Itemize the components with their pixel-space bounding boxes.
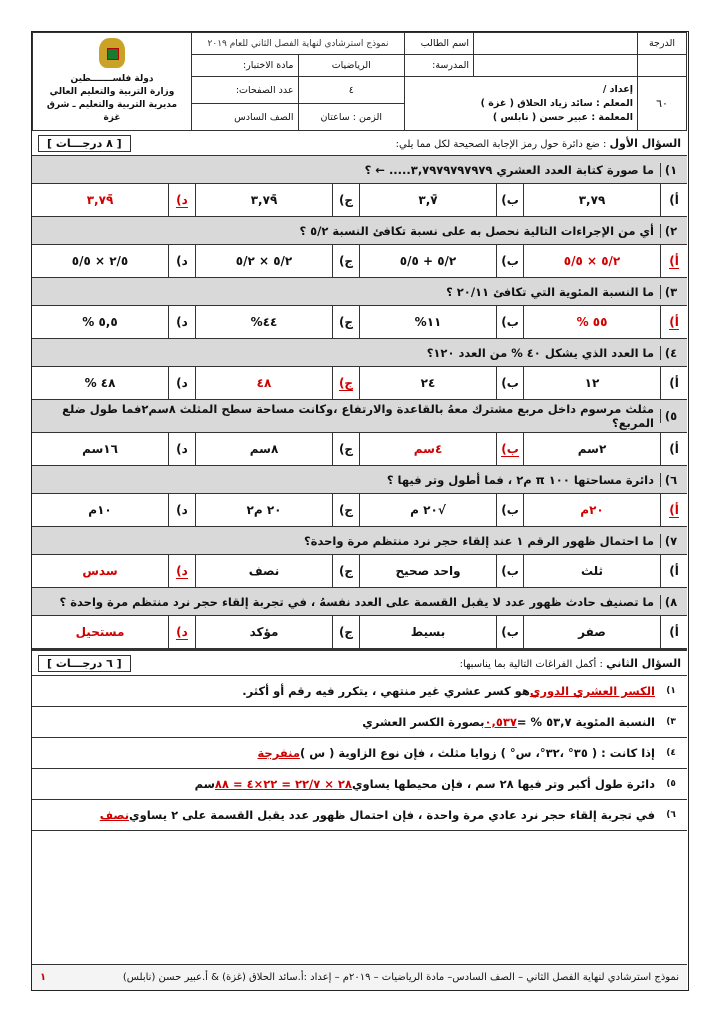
answer-option[interactable] <box>32 494 195 526</box>
question-text: ما العدد الذي يشكل ٤٠ % من العدد ١٢٠؟ <box>426 345 654 360</box>
section1-grade: [ ٨ درجـــات ] <box>38 135 131 152</box>
option-letter <box>332 184 359 216</box>
fill-text-after: هو كسر عشري غير منتهي ، يتكرر فيه رقم أو أكثر. <box>242 684 530 698</box>
answer-option[interactable] <box>32 245 195 277</box>
question-row <box>32 156 687 184</box>
option-letter-text: أ) <box>669 314 679 329</box>
answer-option[interactable] <box>195 555 359 587</box>
section1-header: السؤال الأول : ضع دائرة حول رمز الإجابة الصحيحة لكل مما يلي: [ ٨ درجـــات ] <box>32 130 687 156</box>
answer-option[interactable] <box>359 616 523 648</box>
answer-option[interactable] <box>523 367 687 399</box>
option-letter <box>332 245 359 277</box>
option-text: √٢٠ م <box>410 503 446 517</box>
fill-number: ٣) <box>666 717 676 727</box>
option-letter-text: ج) <box>338 375 354 390</box>
option-text: ٤سم <box>413 442 443 456</box>
answer-row <box>32 555 687 588</box>
fill-row <box>32 769 687 800</box>
option-letter-text: ج) <box>338 442 354 456</box>
option-letter-text: د) <box>176 442 188 456</box>
option-text: صفر <box>578 625 606 639</box>
question-number: ٧) <box>660 534 681 548</box>
teachers-block: إعداد / المعلم : سائد زياد الحلاق ( غزة ) المعلمة : عبير حسن ( نابلس ) <box>405 77 638 131</box>
fill-answer[interactable]: منفرجة <box>257 746 300 760</box>
fill-text-before: إذا كانت : ( ٣٥° ،٣٢°، س° ) زوايا مثلث ، فإن نوع الزاوية ( س ) <box>299 746 655 760</box>
answer-option[interactable] <box>359 494 523 526</box>
option-letter <box>168 184 195 216</box>
option-letter <box>660 616 687 648</box>
question-text: أي من الإجراءات التالية نحصل به على نسبة تكافئ النسبة ٥/٢ ؟ <box>299 223 654 238</box>
page-number: ١ <box>40 972 47 983</box>
grade-value: ٦٠ <box>638 77 687 131</box>
option-letter <box>332 433 359 465</box>
option-text: ٣,٧̄ <box>418 193 438 207</box>
section2-title: السؤال الثاني <box>606 656 681 670</box>
option-letter-text: ج) <box>338 625 354 639</box>
question-number: ٥) <box>660 409 681 423</box>
time-label: الزمن : ساعتان <box>298 104 405 131</box>
option-text: ٢سم <box>577 442 607 456</box>
option-text: مؤكد <box>249 625 279 639</box>
option-letter-text: ب) <box>501 564 519 578</box>
option-letter-text: د) <box>176 376 188 390</box>
question-number: ٢) <box>660 224 681 238</box>
fill-text-before: دائرة طول أكبر وتر فيها ٢٨ سم ، فإن محيطها يساوي <box>351 777 655 791</box>
question-row <box>32 339 687 367</box>
pages-value: ٤ <box>298 77 405 104</box>
option-letter-text: ج) <box>338 564 354 578</box>
option-letter <box>168 245 195 277</box>
option-letter <box>168 555 195 587</box>
answer-option[interactable] <box>359 306 523 338</box>
answer-option[interactable] <box>359 433 523 465</box>
fill-row <box>32 738 687 769</box>
option-text: ٢٤ <box>420 376 436 390</box>
question-text: مثلث مرسوم داخل مربع مشترك معهُ بالقاعدة والارتفاع ،وكانت مساحة سطح المثلث ٨سم٢فما طول ضلع المربع؟ <box>62 402 654 430</box>
option-text: ١٦سم <box>82 442 118 456</box>
answer-option[interactable] <box>32 616 195 648</box>
student-label: اسم الطالب <box>405 33 474 55</box>
option-letter <box>332 555 359 587</box>
option-letter-text: د) <box>176 624 188 639</box>
pages-label: عدد الصفحات: <box>192 77 299 104</box>
fill-row <box>32 800 687 831</box>
answer-option[interactable] <box>195 184 359 216</box>
option-letter <box>496 245 523 277</box>
option-text: ٢٠ م٢ <box>246 503 282 517</box>
fill-list <box>32 676 687 831</box>
option-text: ٤٨ % <box>84 376 116 390</box>
option-letter-text: ب) <box>501 503 519 517</box>
option-letter <box>660 306 687 338</box>
option-letter-text: ب) <box>501 441 519 456</box>
option-letter <box>168 306 195 338</box>
question-row <box>32 400 687 433</box>
fill-text-before: النسبة المئوية ٥٣,٧ % = <box>516 715 655 729</box>
answer-option[interactable] <box>195 306 359 338</box>
option-text: بسيط <box>410 625 446 639</box>
option-letter <box>168 367 195 399</box>
option-letter-text: أ) <box>669 502 679 517</box>
answer-row <box>32 616 687 649</box>
fill-number: ٥) <box>666 779 676 789</box>
answer-option[interactable] <box>523 245 687 277</box>
option-letter <box>660 555 687 587</box>
option-text: ١١% <box>414 315 442 329</box>
option-letter <box>332 494 359 526</box>
answer-row <box>32 184 687 217</box>
option-letter-text: ج) <box>338 254 354 268</box>
answer-option[interactable] <box>32 306 195 338</box>
emblem-icon <box>99 38 125 68</box>
option-letter-text: د) <box>176 315 188 329</box>
option-text: ٣,٧٩̄̄ <box>86 193 114 207</box>
answer-option[interactable] <box>359 184 523 216</box>
option-text: ٢٠م <box>580 503 604 517</box>
option-text: سدس <box>82 564 118 578</box>
exam-page <box>31 31 689 991</box>
option-text: ٣,٧٩̄ <box>250 193 278 207</box>
option-text: واحد صحيح <box>395 564 461 578</box>
answer-option[interactable] <box>195 245 359 277</box>
fill-text-after: بصورة الكسر العشري <box>362 715 485 729</box>
answer-option[interactable] <box>32 184 195 216</box>
option-letter <box>496 494 523 526</box>
option-letter-text: أ) <box>669 193 679 207</box>
question-number: ٦) <box>660 473 681 487</box>
subject-label: مادة الاختبار: <box>192 55 299 77</box>
option-text: ٢/٥ × ٥/٥ <box>71 254 129 268</box>
answer-option[interactable] <box>523 306 687 338</box>
grade-label: الدرجة <box>638 33 687 55</box>
exam-body <box>32 130 687 831</box>
question-number: ٨) <box>660 595 681 609</box>
answer-option[interactable] <box>195 433 359 465</box>
answer-row <box>32 245 687 278</box>
option-letter-text: د) <box>176 563 188 578</box>
option-text: مستحيل <box>75 625 125 639</box>
answer-option[interactable] <box>195 494 359 526</box>
option-letter <box>496 616 523 648</box>
option-text: ٥٥ % <box>576 315 608 329</box>
answer-row <box>32 433 687 466</box>
answer-option[interactable] <box>523 433 687 465</box>
option-letter <box>496 433 523 465</box>
question-text: ما احتمال ظهور الرقم ١ عند إلقاء حجر نرد منتظم مرة واحدة؟ <box>304 533 654 548</box>
option-text: ٤٨ <box>256 376 272 390</box>
fill-answer[interactable]: الكسر العشري الدوري <box>529 684 655 698</box>
mcq-list <box>32 156 687 649</box>
option-letter <box>496 555 523 587</box>
fill-answer[interactable]: ٢٨ × ٢٢/٧ = ٢٢×٤ = ٨٨ <box>214 777 352 791</box>
option-letter-text: أ) <box>669 564 679 578</box>
option-letter-text: ج) <box>338 193 354 207</box>
answer-option[interactable] <box>523 555 687 587</box>
option-text: ثلث <box>580 564 604 578</box>
option-letter-text: ج) <box>338 315 354 329</box>
option-letter <box>660 184 687 216</box>
answer-option[interactable] <box>523 184 687 216</box>
option-text: ٣,٧٩ <box>578 193 606 207</box>
section2-grade: [ ٦ درجـــات ] <box>38 655 131 672</box>
option-letter <box>168 616 195 648</box>
option-letter-text: أ) <box>669 442 679 456</box>
answer-option[interactable] <box>195 616 359 648</box>
section1-title: السؤال الأول <box>609 136 681 150</box>
option-letter <box>496 367 523 399</box>
answer-row <box>32 494 687 527</box>
answer-option[interactable] <box>523 494 687 526</box>
option-letter-text: ب) <box>501 376 519 390</box>
fill-number: ١) <box>666 686 676 696</box>
answer-option[interactable] <box>359 555 523 587</box>
class-label: الصف السادس <box>192 104 299 131</box>
option-letter <box>168 494 195 526</box>
fill-number: ٤) <box>666 748 676 758</box>
option-letter <box>332 306 359 338</box>
teacher-gaza: المعلم : سائد زياد الحلاق ( غزة ) <box>480 97 633 109</box>
section2-header: السؤال الثاني : أكمل الفراغات التالية بما يناسبها: [ ٦ درجـــات ] <box>32 649 687 676</box>
answer-option[interactable] <box>32 555 195 587</box>
option-text: نصف <box>248 564 280 578</box>
question-text: ما تصنيف حادث ظهور عدد لا يقبل القسمة على العدد نفسهُ ، في تجربة إلقاء حجر نرد منتظم مرة واحدة ؟ <box>59 594 654 609</box>
page-footer <box>32 964 687 990</box>
question-number: ٣) <box>660 285 681 299</box>
option-letter <box>332 616 359 648</box>
question-row <box>32 588 687 616</box>
fill-answer[interactable]: ٠,٥٣٧ <box>484 715 517 729</box>
question-text: ما النسبة المئوية التي تكافئ ٢٠/١١ ؟ <box>446 284 654 299</box>
option-letter <box>660 245 687 277</box>
fill-row <box>32 676 687 707</box>
answer-option[interactable] <box>359 245 523 277</box>
school-label: المدرسة: <box>405 55 474 77</box>
org-block: دولة فلســـــــطين وزارة التربية والتعليم العالي مديرية التربية والتعليم ـ شرق غزة <box>33 33 192 131</box>
answer-option[interactable] <box>359 367 523 399</box>
option-letter <box>660 494 687 526</box>
question-number: ٤) <box>660 346 681 360</box>
question-row <box>32 278 687 306</box>
option-letter <box>332 367 359 399</box>
option-text: ٤٤% <box>250 315 278 329</box>
option-letter-text: د) <box>176 192 188 207</box>
teacher-nablus: المعلمة : عبير حسن ( نابلس ) <box>492 111 633 123</box>
answer-option[interactable] <box>195 367 359 399</box>
option-letter-text: ب) <box>501 193 519 207</box>
answer-option[interactable] <box>523 616 687 648</box>
question-text: ما صورة كتابة العدد العشري ٣,٧٩٧٩٧٩٧٩٧٩..... ← ؟ <box>364 162 654 177</box>
option-letter-text: أ) <box>669 625 679 639</box>
option-letter-text: د) <box>176 503 188 517</box>
question-row <box>32 466 687 494</box>
option-text: ٥/٢ + ٥/٥ <box>399 254 457 268</box>
option-letter-text: ب) <box>501 625 519 639</box>
option-text: ٥,٥ % <box>82 315 118 329</box>
question-text: دائرة مساحتها ١٠٠ π م٢ ، فما أطول وتر فيها ؟ <box>386 472 654 487</box>
subject-value: الرياضيات <box>298 55 405 77</box>
option-letter <box>168 433 195 465</box>
exam-title: نموذج استرشادي لنهاية الفصل الثاني للعام ٢٠١٩ <box>192 33 405 55</box>
option-text: ٥/٢ × ٥/٢ <box>235 254 293 268</box>
option-letter-text: د) <box>176 254 188 268</box>
answer-row <box>32 306 687 339</box>
fill-number: ٦) <box>666 810 676 820</box>
option-letter <box>660 433 687 465</box>
option-letter <box>496 184 523 216</box>
question-row <box>32 217 687 245</box>
exam-header <box>32 32 687 130</box>
option-letter <box>660 367 687 399</box>
option-text: ١٠م <box>88 503 112 517</box>
question-number: ١) <box>660 163 681 177</box>
option-text: ٨سم <box>249 442 279 456</box>
answer-row <box>32 367 687 400</box>
answer-option[interactable] <box>32 367 195 399</box>
fill-text-before: في تجربة إلقاء حجر نرد عادي مرة واحدة ، فإن احتمال ظهور عدد يقبل القسمة على ٢ يساوي <box>129 808 655 822</box>
fill-row <box>32 707 687 738</box>
option-letter-text: ب) <box>501 315 519 329</box>
option-letter-text: أ) <box>669 376 679 390</box>
answer-option[interactable] <box>32 433 195 465</box>
option-letter-text: ج) <box>338 503 354 517</box>
option-letter <box>496 306 523 338</box>
footer-text: نموذج استرشادي لنهاية الفصل الثاني – الصف السادس– مادة الرياضيات – ٢٠١٩م – إعداد :أ.سائد الحلاق (غزة) & أ.عبير حسن (نابلس) <box>122 972 679 983</box>
option-text: ٥/٢ × ٥/٥ <box>563 254 621 268</box>
option-text: ١٢ <box>584 376 600 390</box>
fill-answer[interactable]: نصف <box>99 808 130 822</box>
fill-text-after: سم <box>194 777 215 791</box>
question-row <box>32 527 687 555</box>
option-letter-text: أ) <box>669 253 679 268</box>
option-letter-text: ب) <box>501 254 519 268</box>
